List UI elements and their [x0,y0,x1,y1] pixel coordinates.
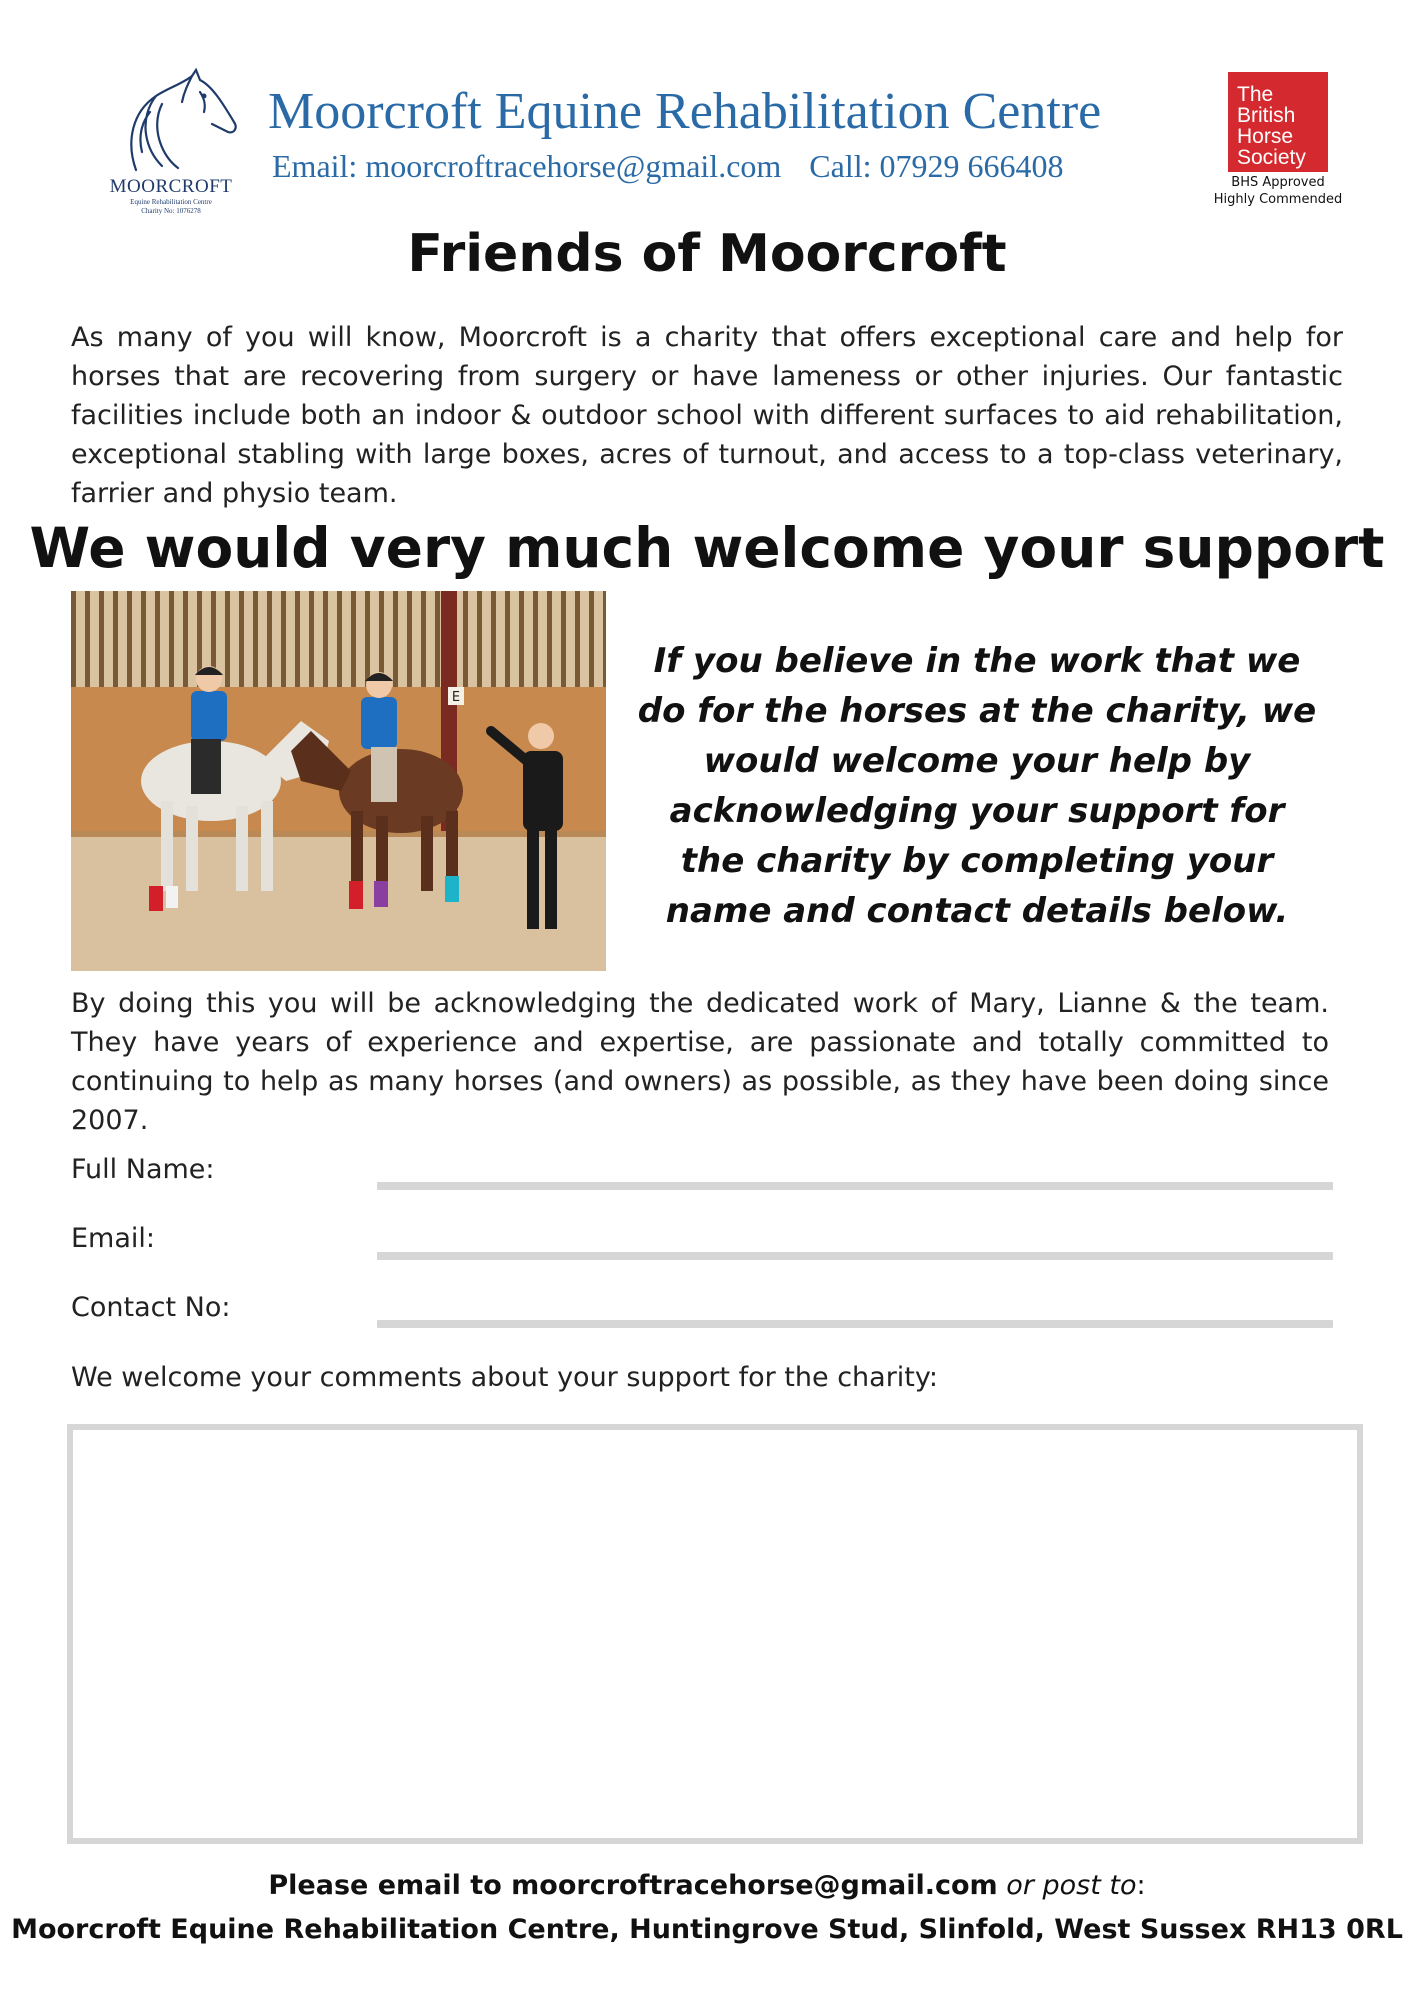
bhs-line-3: Horse [1237,125,1294,148]
team-paragraph: By doing this you will be acknowledging the dedicated work of Mary, Lianne & the team. They have years of experience and expertise, are passionate and totally committed to continuing to help as many horses (and owners) as possible, as they have been doing since 2007. [71,988,1329,1136]
footer-email[interactable]: Please email to moorcroftracehorse@gmail.com [268,1870,998,1901]
logo-name: MOORCROFT [109,176,233,197]
bhs-line-2: British [1237,104,1296,127]
bhs-commended: Highly Commended [1213,192,1343,207]
comments-label: We welcome your comments about your support for the charity: [71,1362,939,1393]
bhs-logo [1228,72,1328,172]
horse-head-logo-icon [96,62,246,182]
header-phone[interactable]: Call: 07929 666408 [809,148,1064,184]
full-name-field[interactable] [377,1182,1333,1190]
bhs-line-1: The [1237,83,1274,106]
footer-address: Moorcroft Equine Rehabilitation Centre, Huntingrove Stud, Slinfold, West Sussex RH13 0RL [11,1914,1403,1945]
contact-number-label: Contact No: [71,1292,231,1323]
support-heading: We would very much welcome your support [29,516,1385,580]
bhs-caption [1198,174,1358,208]
contact-number-field[interactable] [377,1320,1333,1328]
bhs-approved: BHS Approved [1231,175,1325,190]
logo-charity-number: Charity No: 1076278 [141,207,201,215]
arena-letter: E [451,690,461,705]
logo-subtitle: Equine Rehabilitation Centre [130,198,212,206]
arena-photo-image [71,591,606,971]
bhs-line-4: Society [1237,146,1306,169]
intro-paragraph: As many of you will know, Moorcroft is a charity that offers exceptional care and help for horses that are recovering from surgery or have lameness or other injuries. Our fantastic facilities include both an indoor & outdoor school with different surfaces to aid rehabilitation, exceptional stabling with large boxes, acres of turnout, and access to a top-class veterinary, farrier and physio team. [71,322,1343,509]
footer-colon: : [1136,1870,1146,1901]
moorcroft-logo [96,62,246,222]
email-field[interactable] [377,1252,1333,1260]
footer-email-line [0,1870,1414,1901]
comments-box[interactable] [67,1424,1363,1844]
organisation-name: Moorcroft Equine Rehabilitation Centre [268,83,1102,140]
header-email[interactable]: Email: moorcroftracehorse@gmail.com [272,148,782,184]
footer-or-post: or post to [1006,1870,1137,1901]
arena-photo [71,591,606,971]
email-label: Email: [71,1223,156,1254]
contact-line [272,148,1064,185]
page-title: Friends of Moorcroft [407,224,1007,284]
full-name-label: Full Name: [71,1154,215,1185]
support-callout: If you believe in the work that we do for the horses at the charity, we would welcome your help by acknowledging your support for the charity by completing your name and contact details below. [637,641,1317,931]
